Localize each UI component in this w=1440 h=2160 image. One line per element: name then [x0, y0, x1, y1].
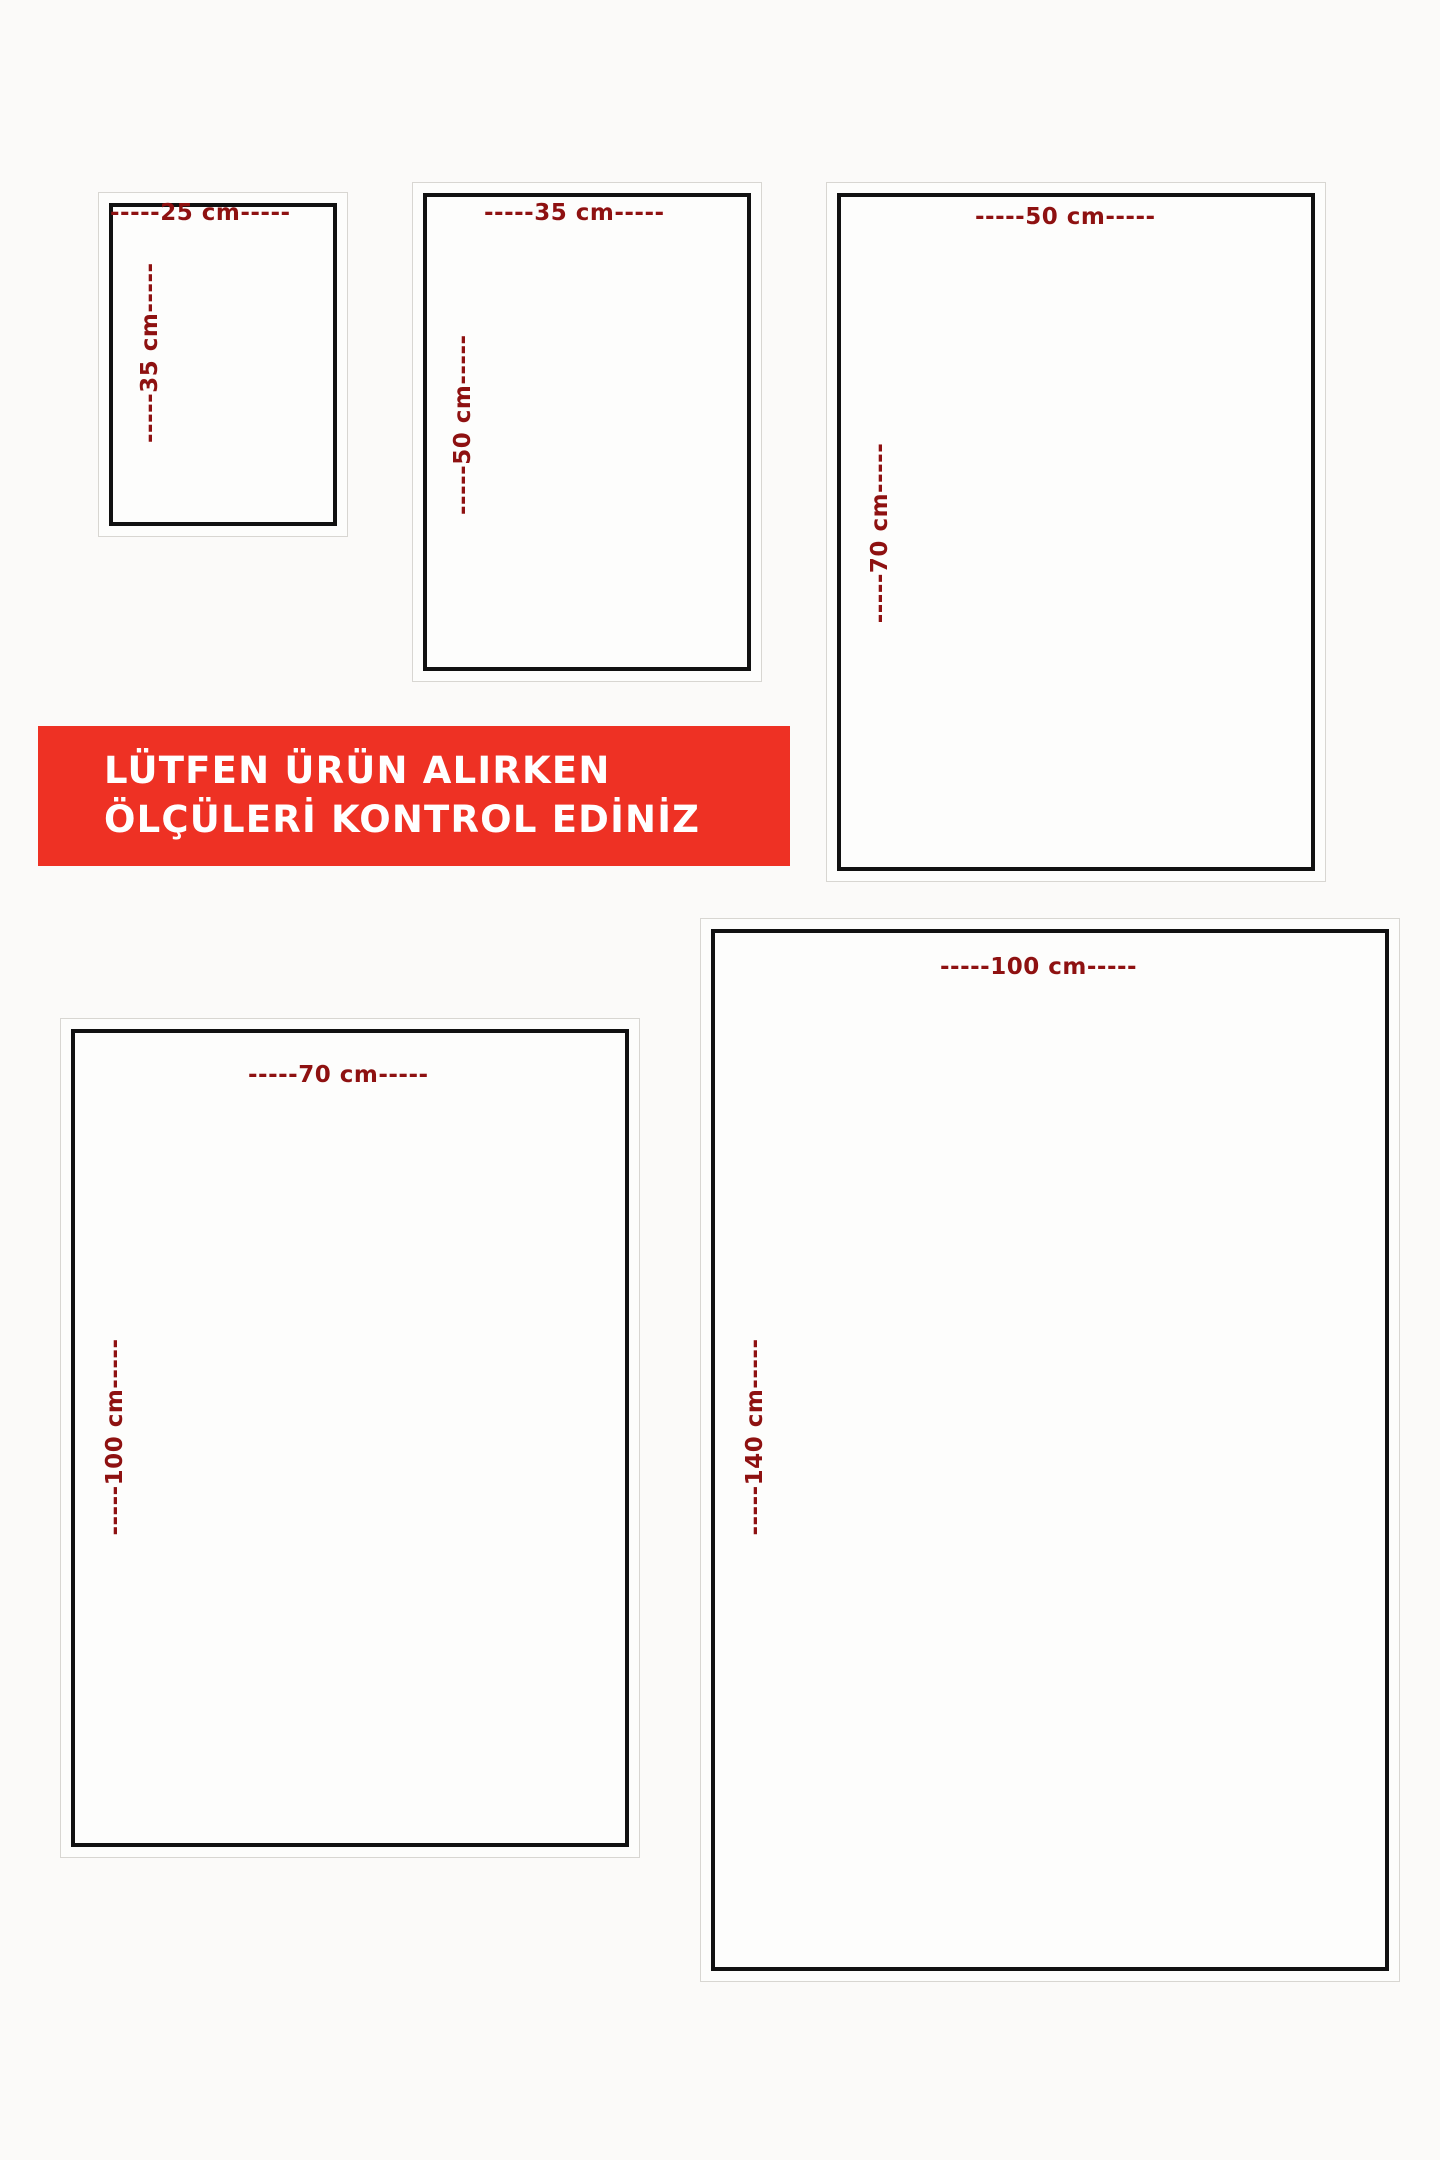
warning-line-2: ÖLÇÜLERİ KONTROL EDİNİZ: [104, 798, 701, 841]
frame-70x100-inner: [71, 1029, 629, 1847]
frame-25x35: [98, 192, 348, 537]
frame-70x100-width-label: -----70 cm-----: [248, 1062, 429, 1088]
frame-35x50-width-label: -----35 cm-----: [484, 200, 665, 226]
frame-25x35-height-label: -----35 cm-----: [137, 262, 163, 443]
frame-100x140-width-label: -----100 cm-----: [940, 954, 1138, 980]
frame-50x70-width-label: -----50 cm-----: [975, 204, 1156, 230]
frame-70x100-height-label: -----100 cm-----: [102, 1338, 128, 1536]
frame-50x70-inner: [837, 193, 1315, 871]
frame-70x100: [60, 1018, 640, 1858]
frame-100x140: [700, 918, 1400, 1982]
frame-50x70-height-label: -----70 cm-----: [867, 442, 893, 624]
frame-100x140-inner: [711, 929, 1389, 1971]
warning-line-1: LÜTFEN ÜRÜN ALIRKEN: [104, 749, 611, 793]
frame-25x35-width-label: -----25 cm-----: [110, 200, 291, 226]
warning-banner: [38, 726, 790, 866]
frame-100x140-height-label: -----140 cm-----: [742, 1338, 768, 1536]
frame-35x50-height-label: -----50 cm-----: [450, 334, 476, 515]
frame-50x70: [826, 182, 1326, 882]
